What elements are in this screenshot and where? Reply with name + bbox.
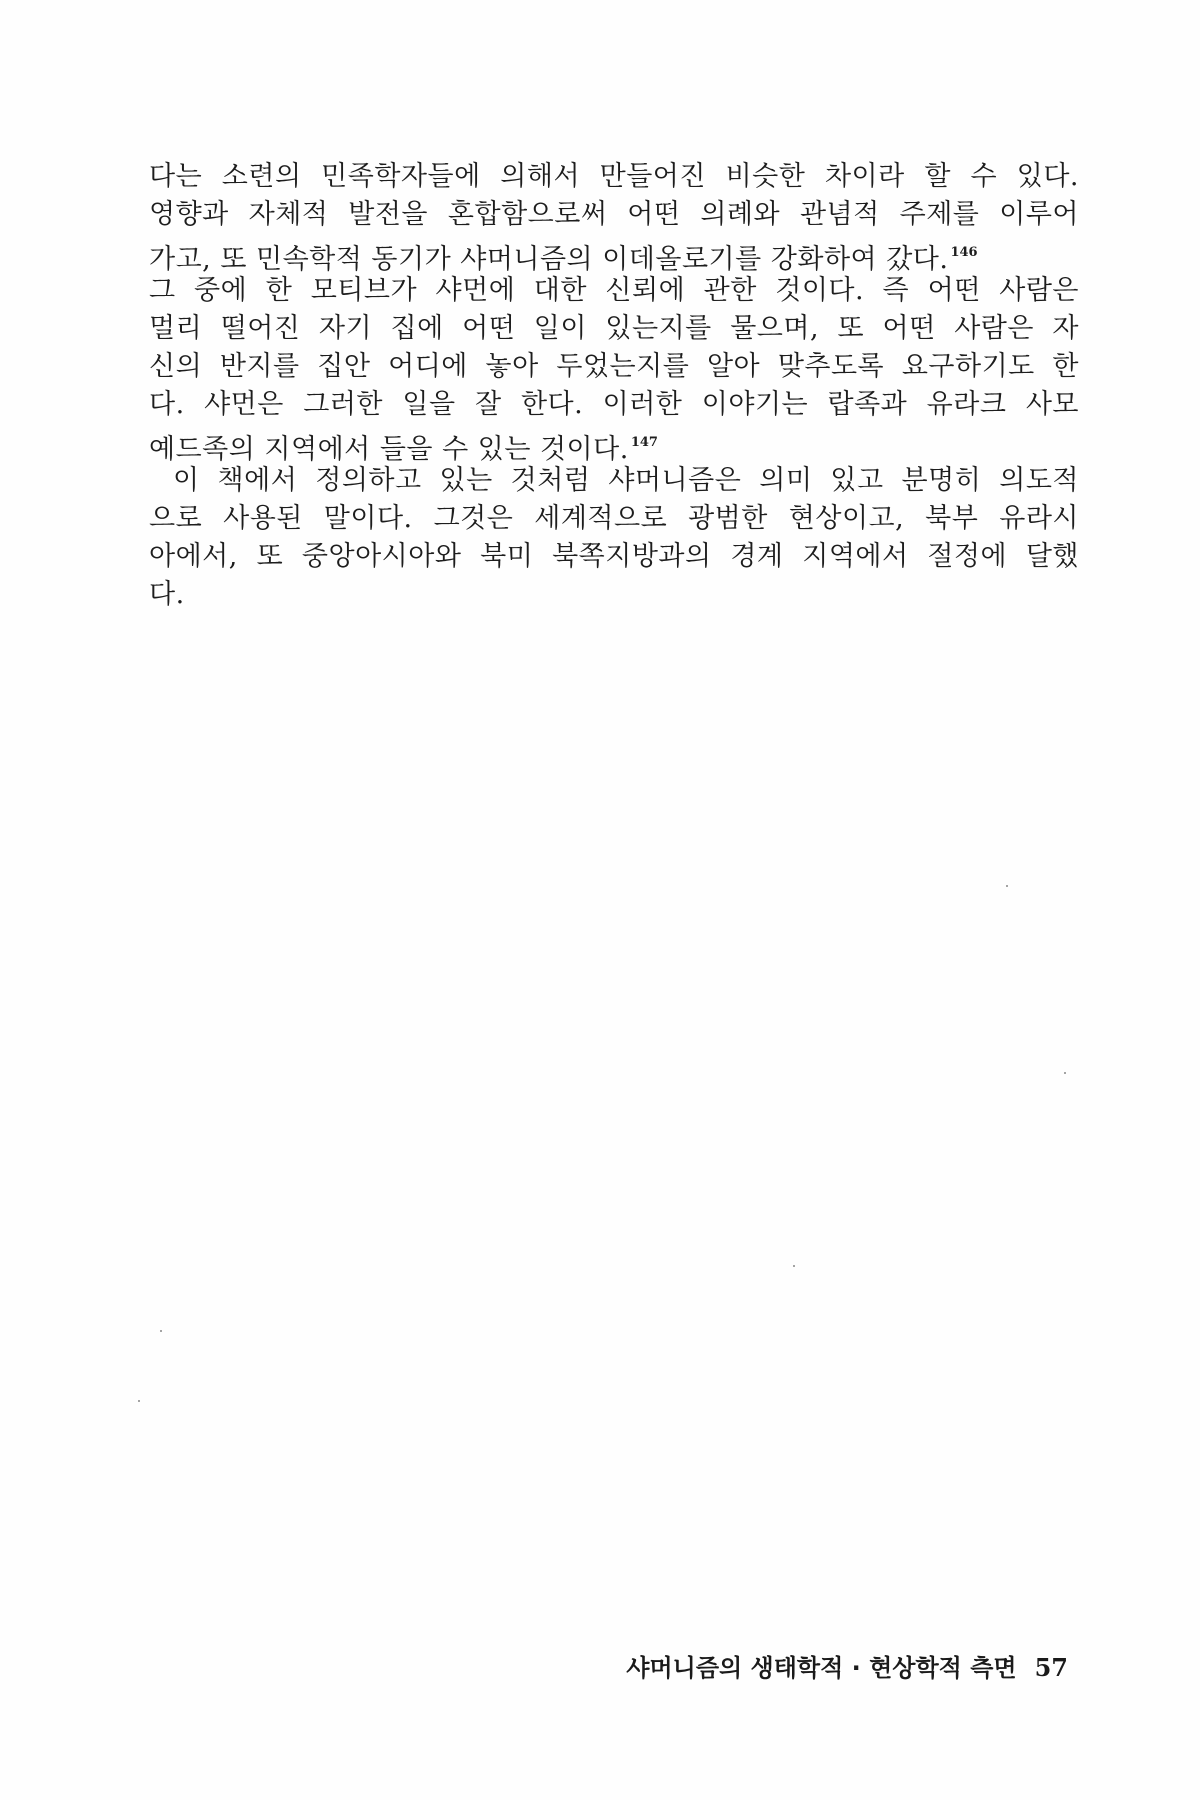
scan-speck: [1006, 885, 1008, 887]
paragraph-start-line: 이 책에서 정의하고 있는 것처럼 샤머니즘은 의미 있고 분명히 의도적: [173, 465, 1079, 496]
footnote-ref: 147: [630, 435, 658, 450]
page-footer: [626, 1648, 1068, 1683]
footnote-ref: 146: [950, 245, 978, 260]
running-title: 샤머니즘의 생태학적 · 현상학적 측면: [626, 1654, 1017, 1682]
scan-speck: [793, 1265, 795, 1267]
text-line: 다. 샤먼은 그러한 일을 잘 한다. 이러한 이야기는 랍족과 유라크 사모: [149, 389, 1079, 420]
scan-speck: [138, 1400, 140, 1402]
page-number: 57: [1034, 1653, 1068, 1682]
text-line: 멀리 떨어진 자기 집에 어떤 일이 있는지를 물으며, 또 어떤 사람은 자: [149, 313, 1079, 344]
text-line: 아에서, 또 중앙아시아와 북미 북쪽지방과의 경계 지역에서 절정에 달했: [149, 541, 1079, 572]
text-line: [149, 234, 1079, 275]
text-line: 다.: [149, 579, 185, 610]
text-line: 다는 소련의 민족학자들에 의해서 만들어진 비슷한 차이라 할 수 있다.: [149, 161, 1079, 192]
text-line: 영향과 자체적 발전을 혼합함으로써 어떤 의례와 관념적 주제를 이루어: [149, 199, 1079, 230]
text-line: 신의 반지를 집안 어디에 놓아 두었는지를 알아 맞추도록 요구하기도 한: [149, 351, 1079, 382]
text-line-content: 예드족의 지역에서 들을 수 있는 것이다.: [149, 434, 629, 465]
scan-speck: [1064, 1072, 1066, 1074]
text-line-content: 가고, 또 민속학적 동기가 샤머니즘의 이데올로기를 강화하여 갔다.: [149, 244, 949, 275]
body-text: [149, 158, 1079, 614]
text-line: 으로 사용된 말이다. 그것은 세계적으로 광범한 현상이고, 북부 유라시: [149, 503, 1079, 534]
scan-speck: [160, 1330, 162, 1332]
text-line: 그 중에 한 모티브가 샤먼에 대한 신뢰에 관한 것이다. 즉 어떤 사람은: [149, 275, 1079, 306]
text-line: [149, 424, 1079, 465]
